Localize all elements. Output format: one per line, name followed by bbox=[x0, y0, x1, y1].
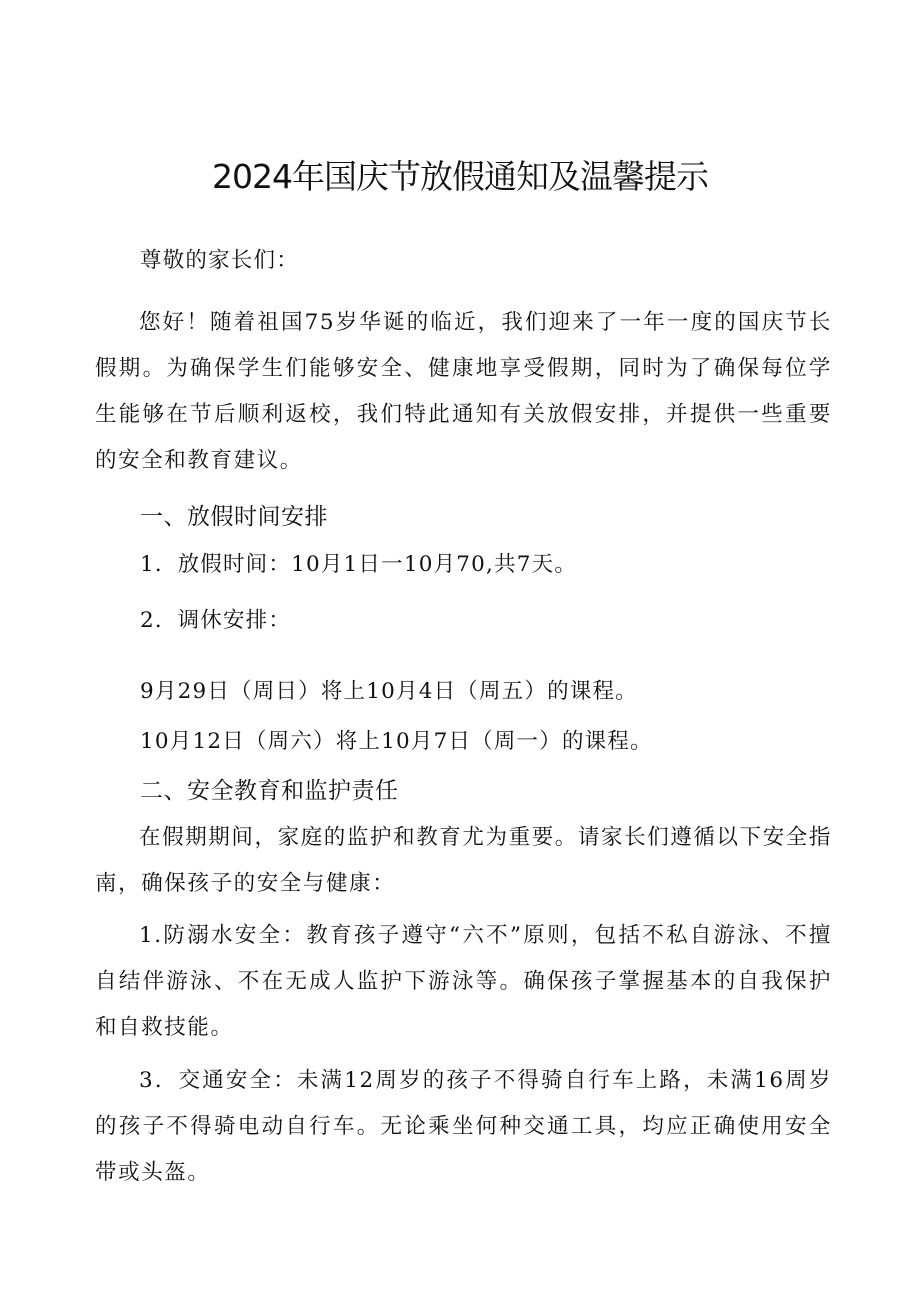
holiday-dates-item: 1．放假时间：10月1日一10月70,共7天。 bbox=[140, 552, 578, 577]
document-title: 2024年国庆节放假通知及温馨提示 bbox=[212, 157, 708, 196]
section-2-heading: 二、安全教育和监护责任 bbox=[140, 778, 399, 804]
traffic-safety-item: 3．交通安全：未满12周岁的孩子不得骑自行车上路，未满16周岁的孩子不得骑电动自行车。无论乘坐何种交通工具，均应正确使用安全带或头盔。 bbox=[95, 1068, 832, 1185]
intro-paragraph: 您好！随着祖国75岁华诞的临近，我们迎来了一年一度的国庆节长假期。为确保学生们能够安全、健康地享受假期，同时为了确保每位学生能够在节后顺利返校，我们特此通知有关放假安排，并提供一些重要的安全和教育建议。 bbox=[95, 310, 832, 473]
greeting: 尊敬的家长们： bbox=[140, 248, 299, 273]
section-1-heading: 一、放假时间安排 bbox=[140, 504, 328, 530]
makeup-day-2: 10月12日（周六）将上10月7日（周一）的课程。 bbox=[140, 729, 653, 754]
section-2-intro: 在假期期间，家庭的监护和教育尤为重要。请家长们遵循以下安全指南，确保孩子的安全与健康： bbox=[95, 825, 833, 896]
makeup-day-1: 9月29日（周日）将上10月4日（周五）的课程。 bbox=[140, 679, 638, 704]
makeup-schedule-item: 2．调休安排： bbox=[140, 608, 292, 633]
drowning-safety-item: 1.防溺水安全：教育孩子遵守“六不”原则，包括不私自游泳、不擅自结伴游泳、不在无成人监护下游泳等。确保孩子掌握基本的自我保护和自救技能。 bbox=[95, 923, 832, 1040]
